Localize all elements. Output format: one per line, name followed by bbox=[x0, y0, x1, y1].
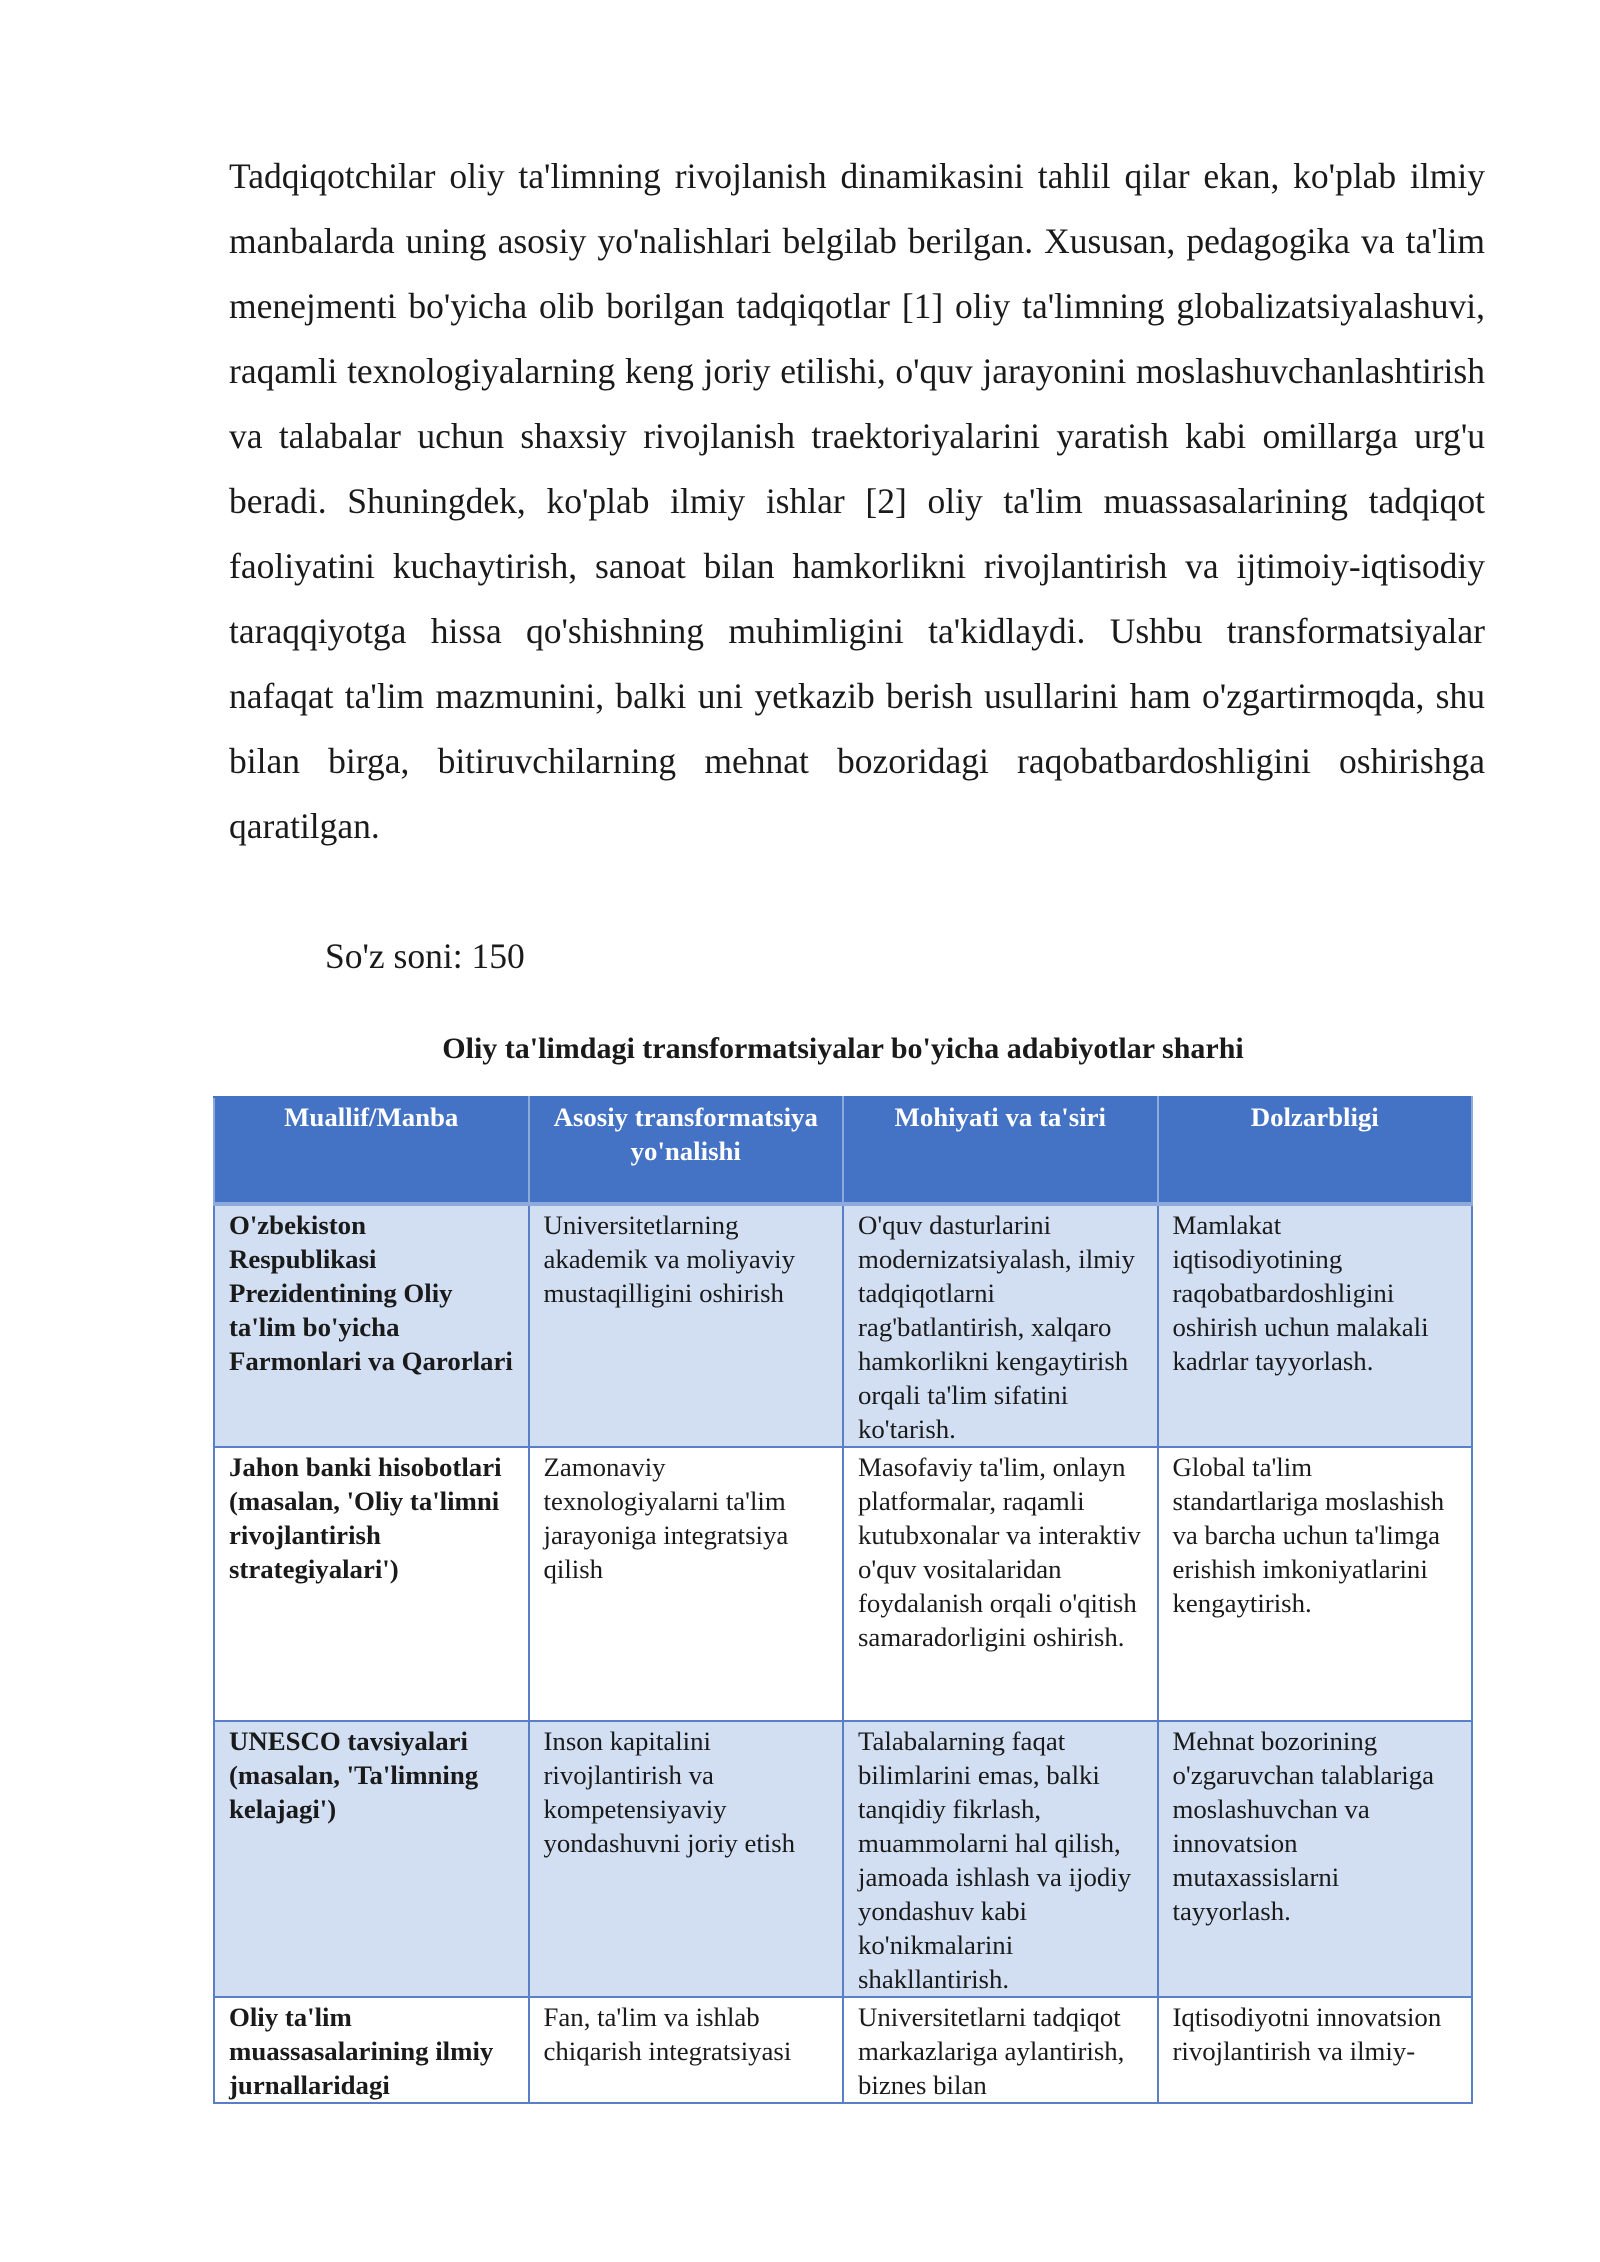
cell-author-source: UNESCO tavsiyalari (masalan, 'Ta'limning kelajagi') bbox=[214, 1721, 529, 1997]
cell-relevance: Mehnat bozorining o'zgaruvchan talablariga moslashuvchan va innovatsion mutaxassislarni tayyorlash. bbox=[1158, 1721, 1473, 1997]
cell-main-direction: Inson kapitalini rivojlantirish va kompetensiyaviy yondashuvni joriy etish bbox=[529, 1721, 844, 1997]
table-title: Oliy ta'limdagi transformatsiyalar bo'yicha adabiyotlar sharhi bbox=[442, 1032, 1244, 1065]
header-relevance: Dolzarbligi bbox=[1158, 1097, 1473, 1204]
header-essence-impact: Mohiyati va ta'siri bbox=[843, 1097, 1158, 1204]
table-row bbox=[214, 1204, 1472, 1447]
cell-essence-impact: O'quv dasturlarini modernizatsiyalash, ilmiy tadqiqotlarni rag'batlantirish, xalqaro hamkorlikni kengaytirish orqali ta'lim sifatini ko'tarish. bbox=[843, 1204, 1158, 1447]
table-row bbox=[214, 1997, 1472, 2103]
cell-main-direction: Zamonaviy texnologiyalarni ta'lim jarayoniga integratsiya qilish bbox=[529, 1447, 844, 1721]
cell-main-direction: Universitetlarning akademik va moliyaviy mustaqilligini oshirish bbox=[529, 1204, 844, 1447]
cell-relevance: Global ta'lim standartlariga moslashish va barcha uchun ta'limga erishish imkoniyatlarini kengaytirish. bbox=[1158, 1447, 1473, 1721]
header-main-direction: Asosiy transformatsiya yo'nalishi bbox=[529, 1097, 844, 1204]
paragraph-text: Tadqiqotchilar oliy ta'limning rivojlanish dinamikasini tahlil qilar ekan, ko'plab ilmiy manbalarda uning asosiy yo'nalishlari belgilab berilgan. Xususan, pedagogika va ta'lim menejmenti bo'yicha olib borilgan tadqiqotlar [1] oliy ta'limning globalizatsiyalashuvi, raqamli texnologiyalarning keng joriy etilishi, o'quv jarayonini moslashuvchanlashtirish va talabalar uchun shaxsiy rivojlanish traektoriyalarini yaratish kabi omillarga urg'u beradi. Shuningdek, ko'plab ilmiy ishlar [2] oliy ta'lim muassasalarining tadqiqot faoliyatini kuchaytirish, sanoat bilan hamkorlikni rivojlantirish va ijtimoiy-iqtisodiy taraqqiyotga hissa qo'shishning muhimligini ta'kidlaydi. Ushbu transformatsiyalar nafaqat ta'lim mazmunini, balki uni yetkazib berish usullarini ham o'zgartirmoqda, shu bilan birga, bitiruvchilarning mehnat bozoridagi raqobatbardoshligini oshirishga qaratilgan. bbox=[229, 156, 1485, 846]
table-row bbox=[214, 1447, 1472, 1721]
cell-author-source: Jahon banki hisobotlari (masalan, 'Oliy ta'limni rivojlantirish strategiyalari') bbox=[214, 1447, 529, 1721]
cell-relevance: Mamlakat iqtisodiyotining raqobatbardoshligini oshirish uchun malakali kadrlar tayyorlash. bbox=[1158, 1204, 1473, 1447]
literature-review-table bbox=[213, 1096, 1473, 2104]
cell-essence-impact: Universitetlarni tadqiqot markazlariga aylantirish, biznes bilan bbox=[843, 1997, 1158, 2103]
cell-author-source: Oliy ta'lim muassasalarining ilmiy jurnallaridagi bbox=[214, 1997, 529, 2103]
word-count: So'z soni: 150 bbox=[325, 936, 525, 976]
body-paragraph bbox=[229, 144, 1485, 859]
table-row bbox=[214, 1721, 1472, 1997]
table-header-row bbox=[214, 1097, 1472, 1204]
cell-relevance: Iqtisodiyotni innovatsion rivojlantirish va ilmiy- bbox=[1158, 1997, 1473, 2103]
cell-main-direction: Fan, ta'lim va ishlab chiqarish integratsiyasi bbox=[529, 1997, 844, 2103]
cell-essence-impact: Masofaviy ta'lim, onlayn platformalar, raqamli kutubxonalar va interaktiv o'quv vositalaridan foydalanish orqali o'qitish samaradorligini oshirish. bbox=[843, 1447, 1158, 1721]
cell-author-source: O'zbekiston Respublikasi Prezidentining Oliy ta'lim bo'yicha Farmonlari va Qarorlari bbox=[214, 1204, 529, 1447]
header-author-source: Muallif/Manba bbox=[214, 1097, 529, 1204]
cell-essence-impact: Talabalarning faqat bilimlarini emas, balki tanqidiy fikrlash, muammolarni hal qilish, jamoada ishlash va ijodiy yondashuv kabi ko'nikmalarini shakllantirish. bbox=[843, 1721, 1158, 1997]
